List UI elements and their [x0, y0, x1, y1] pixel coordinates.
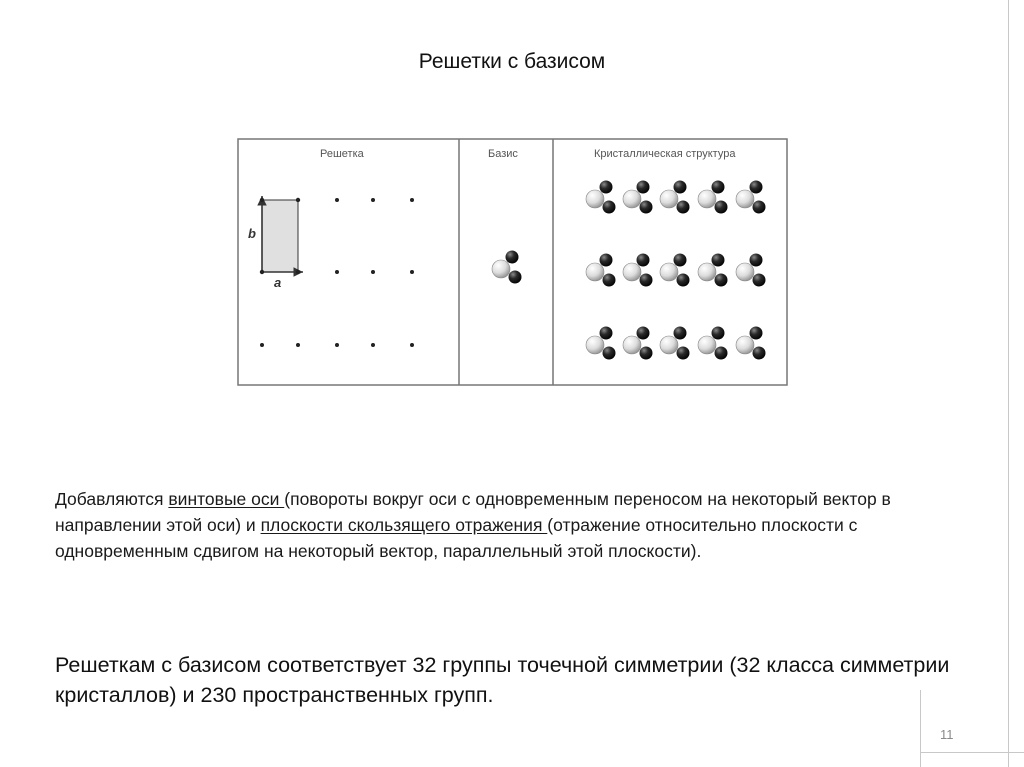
dark-atom — [753, 274, 766, 287]
p1-text-1: Добавляются — [55, 489, 169, 509]
crystal-structure — [586, 181, 766, 360]
lattice-point — [410, 270, 414, 274]
dark-atom — [674, 327, 687, 340]
lattice-point — [296, 270, 300, 274]
dark-atom — [600, 327, 613, 340]
light-atom — [660, 263, 678, 281]
light-atom — [660, 190, 678, 208]
lattice-point — [260, 198, 264, 202]
panel-label-lattice: Решетка — [320, 148, 364, 160]
light-atom — [698, 336, 716, 354]
dark-atom — [603, 274, 616, 287]
lattice-point — [410, 343, 414, 347]
p1-text-3: (отражение относительно плоскости с одновременным сдвигом на некоторый вектор, параллельный этой плоскости). — [55, 515, 858, 561]
dark-atom — [715, 274, 728, 287]
basis-molecule — [492, 251, 522, 284]
molecule — [736, 254, 766, 287]
paragraph-symmetry-elements — [55, 486, 985, 564]
dark-atom — [640, 347, 653, 360]
light-atom — [660, 336, 678, 354]
unit-cell — [262, 200, 298, 272]
molecule — [623, 327, 653, 360]
lattice-point — [335, 343, 339, 347]
dark-atom — [674, 181, 687, 194]
dark-atom — [753, 347, 766, 360]
molecule — [660, 327, 690, 360]
lattice-point — [410, 198, 414, 202]
dark-atom — [750, 254, 763, 267]
light-atom — [586, 336, 604, 354]
light-atom — [586, 190, 604, 208]
molecule — [586, 327, 616, 360]
light-atom — [623, 336, 641, 354]
molecule — [698, 181, 728, 214]
light-atom — [736, 190, 754, 208]
vector-b-label: b — [248, 226, 256, 241]
dark-atom — [637, 181, 650, 194]
lattice-point — [296, 198, 300, 202]
dark-atom — [750, 181, 763, 194]
lattice-point — [371, 198, 375, 202]
page-number: 11 — [940, 727, 954, 742]
dark-atom — [715, 201, 728, 214]
dark-atom — [637, 327, 650, 340]
dark-atom — [677, 274, 690, 287]
light-atom — [623, 190, 641, 208]
panel-label-basis: Базис — [488, 148, 518, 160]
term-glide-planes: плоскости скользящего отражения — [260, 515, 548, 535]
dark-atom — [600, 254, 613, 267]
dark-atom — [674, 254, 687, 267]
dark-atom — [506, 251, 519, 264]
light-atom — [736, 263, 754, 281]
slide-frame-line-bottom — [920, 752, 1024, 753]
light-atom — [736, 336, 754, 354]
lattice-point — [335, 198, 339, 202]
dark-atom — [603, 201, 616, 214]
molecule — [698, 254, 728, 287]
paragraph-groups-count: Решеткам с базисом соответствует 32 группы точечной симметрии (32 класса симметрии кристаллов) и 230 пространственных групп. — [55, 653, 950, 707]
lattice-point — [296, 343, 300, 347]
dark-atom — [677, 201, 690, 214]
slide-frame-line-right — [1008, 0, 1009, 767]
dark-atom — [712, 254, 725, 267]
dark-atom — [715, 347, 728, 360]
dark-atom — [640, 274, 653, 287]
molecule — [623, 181, 653, 214]
lattice-point — [260, 270, 264, 274]
molecule — [660, 254, 690, 287]
dark-atom — [640, 201, 653, 214]
panel-label-crystal: Кристаллическая структура — [594, 148, 736, 160]
lattice-point — [335, 270, 339, 274]
lattice-figure — [237, 138, 789, 393]
dark-atom — [712, 327, 725, 340]
lattice-point — [371, 343, 375, 347]
lattice-point — [260, 343, 264, 347]
p1-text-2: (повороты вокруг оси с одновременным переносом на некоторый вектор в направлении этой оси) и — [55, 489, 891, 535]
term-screw-axes: винтовые оси — [168, 489, 285, 509]
light-atom — [492, 260, 510, 278]
dark-atom — [600, 181, 613, 194]
lattice-point — [371, 270, 375, 274]
dark-atom — [712, 181, 725, 194]
light-atom — [698, 263, 716, 281]
dark-atom — [677, 347, 690, 360]
slide-title: Решетки с базисом — [418, 50, 606, 73]
dark-atom — [509, 271, 522, 284]
molecule — [586, 254, 616, 287]
molecule — [698, 327, 728, 360]
light-atom — [623, 263, 641, 281]
light-atom — [586, 263, 604, 281]
dark-atom — [637, 254, 650, 267]
light-atom — [698, 190, 716, 208]
molecule — [736, 181, 766, 214]
dark-atom — [753, 201, 766, 214]
dark-atom — [750, 327, 763, 340]
dark-atom — [603, 347, 616, 360]
molecule — [736, 327, 766, 360]
molecule — [586, 181, 616, 214]
molecule — [492, 251, 522, 284]
vector-a-label: a — [274, 275, 282, 290]
molecule — [660, 181, 690, 214]
molecule — [623, 254, 653, 287]
